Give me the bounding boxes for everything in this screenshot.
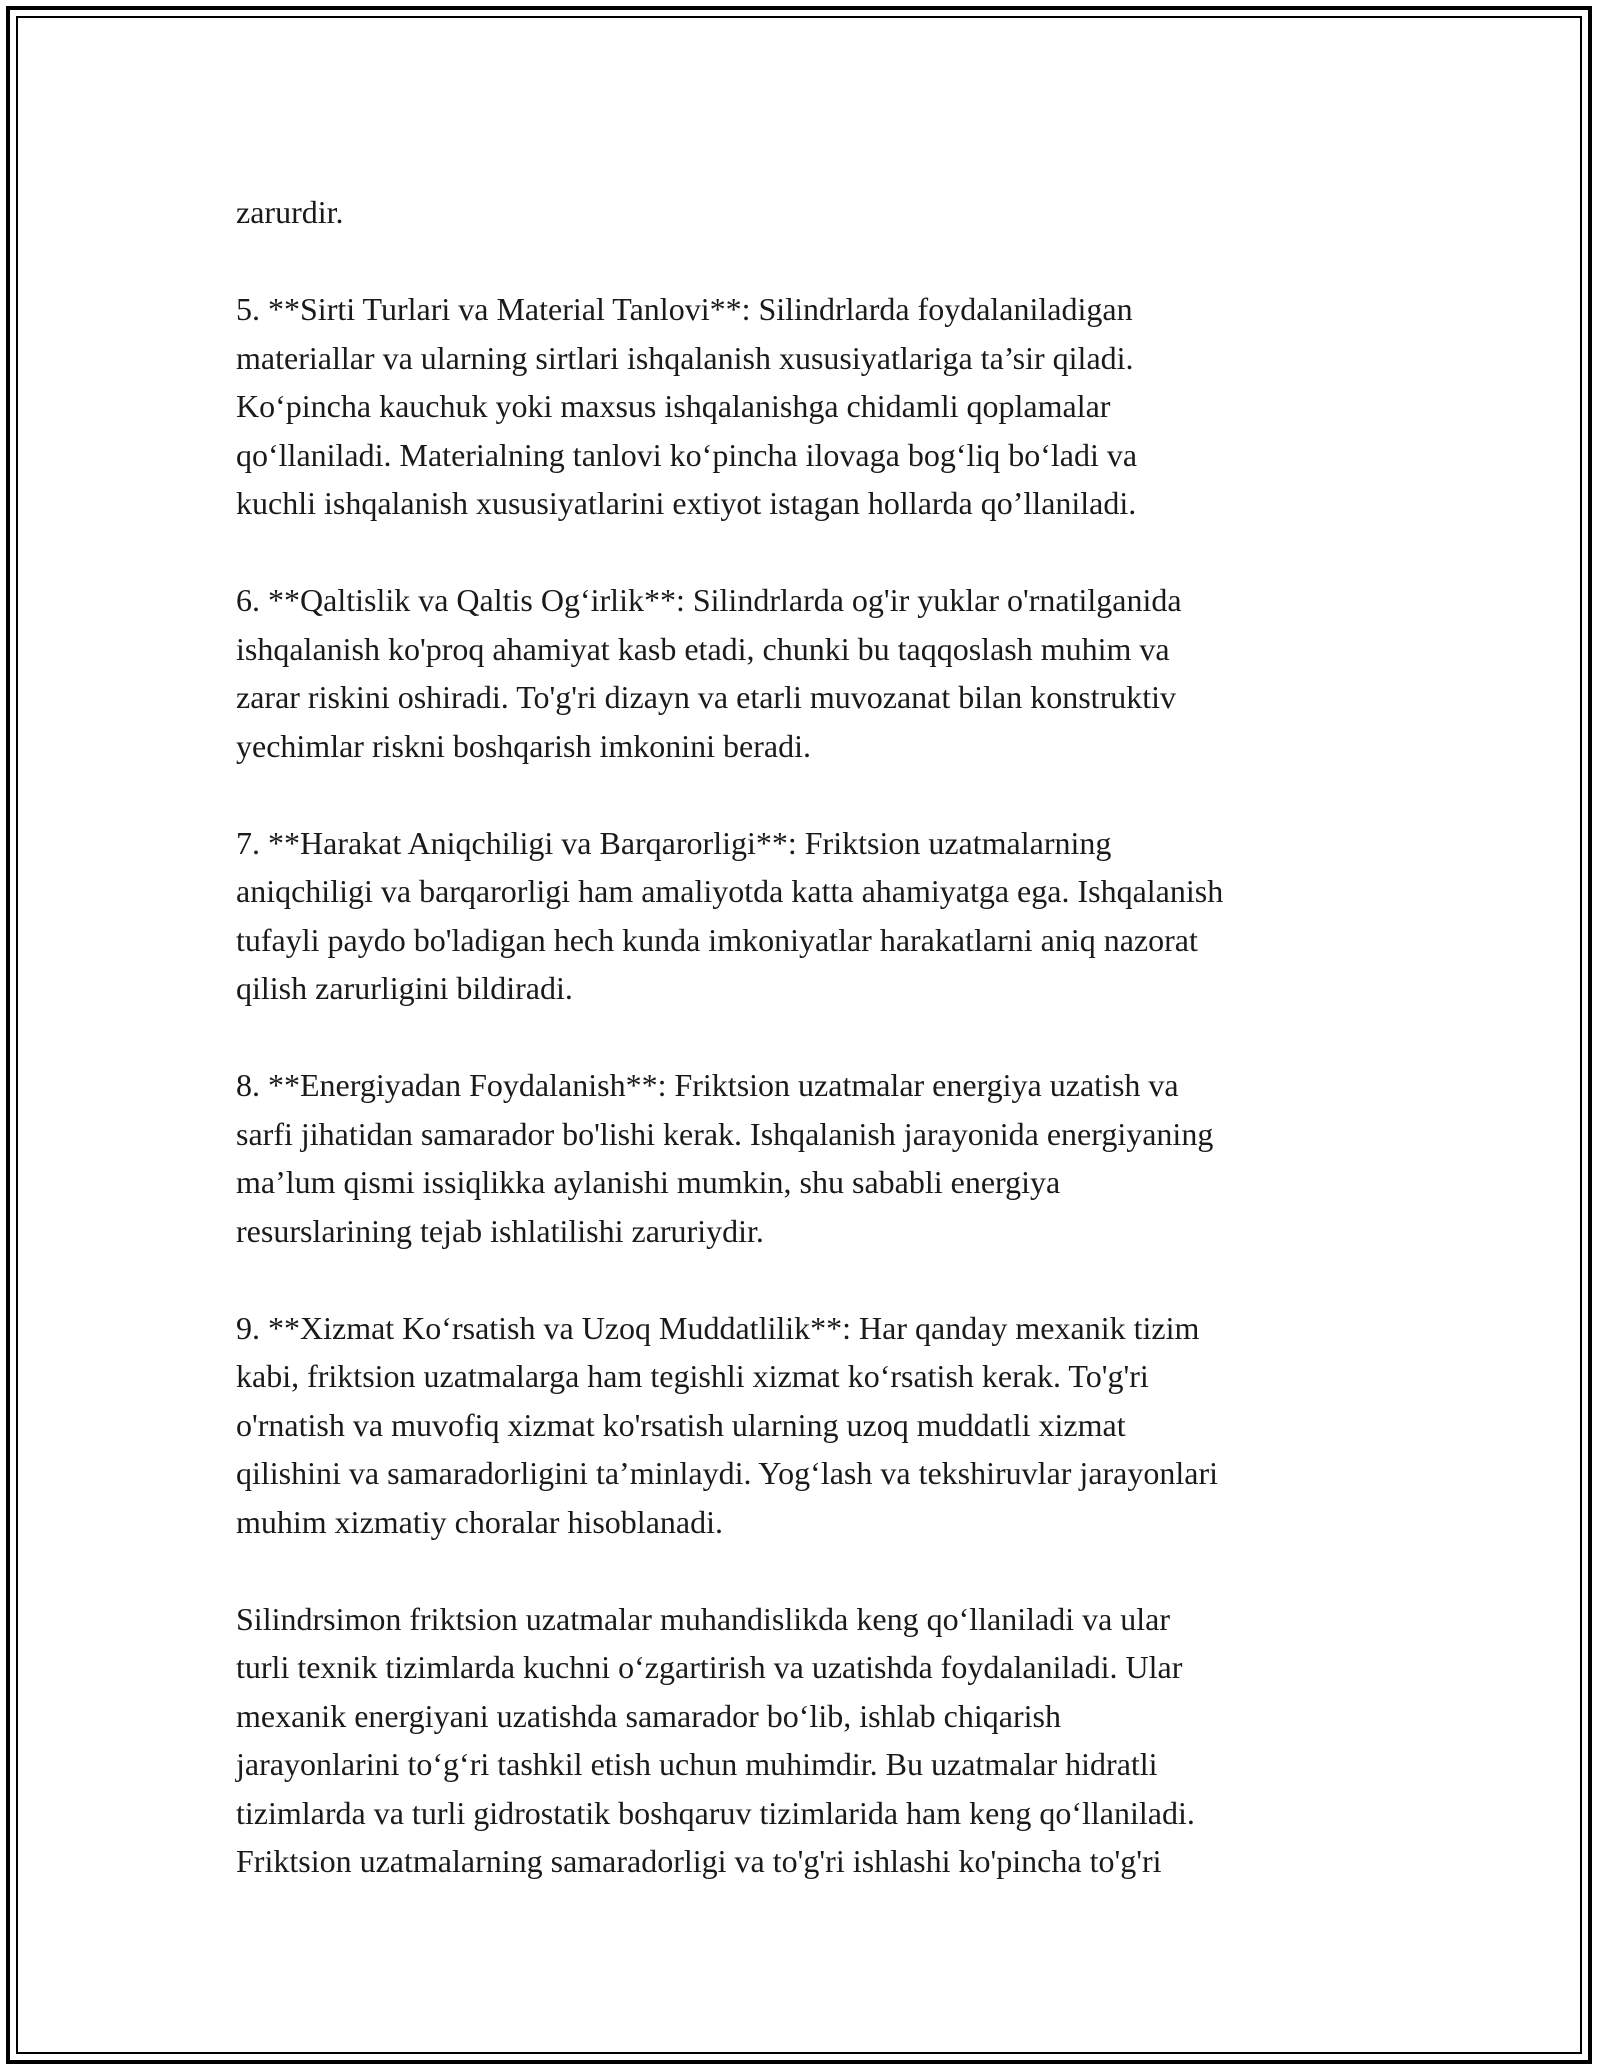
- text-line: kabi, friktsion uzatmalarga ham tegishli xizmat ko‘rsatish kerak. To'g'ri: [236, 1358, 1149, 1394]
- paragraph-item-9: [236, 1304, 1396, 1547]
- paragraph-continuation: [236, 188, 1396, 237]
- text-line: qilishini va samaradorligini ta’minlaydi. Yog‘lash va tekshiruvlar jarayonlari: [236, 1455, 1219, 1491]
- text-line: qo‘llaniladi. Materialning tanlovi ko‘pincha ilovaga bog‘liq bo‘ladi va: [236, 436, 1138, 473]
- text-line: ma’lum qismi issiqlikka aylanishi mumkin, shu sababli energiya: [236, 1164, 1061, 1200]
- text-line: kuchli ishqalanish xususiyatlarini extiyot istagan hollarda qo’llaniladi.: [236, 485, 1137, 521]
- text-line: Ko‘pincha kauchuk yoki maxsus ishqalanishga chidamli qoplamalar: [236, 388, 1111, 424]
- text-line: o'rnatish va muvofiq xizmat ko'rsatish ularning uzoq muddatli xizmat: [236, 1406, 1126, 1443]
- text-line: tufayli paydo bo'ladigan hech kunda imkoniyatlar harakatlarni aniq nazorat: [236, 921, 1198, 958]
- text-line: tizimlarda va turli gidrostatik boshqaruv tizimlarida ham keng qo‘llaniladi.: [236, 1794, 1195, 1831]
- text-line: Friktsion uzatmalarning samaradorligi va to'g'ri ishlashi ko'pincha to'g'ri: [236, 1843, 1162, 1879]
- text-line: aniqchiligi va barqarorligi ham amaliyotda katta ahamiyatga ega. Ishqalanish: [236, 873, 1224, 909]
- text-line: Silindrsimon friktsion uzatmalar muhandislikda keng qo‘llaniladi va ular: [236, 1600, 1171, 1637]
- text-line: 7. **Harakat Aniqchiligi va Barqarorligi**: Friktsion uzatmalarning: [236, 824, 1112, 861]
- text-line: 8. **Energiyadan Foydalanish**: Friktsion uzatmalar energiya uzatish va: [236, 1067, 1179, 1103]
- text-line: zarar riskini oshiradi. To'g'ri dizayn va etarli muvozanat bilan konstruktiv: [236, 679, 1176, 715]
- text-line: sarfi jihatidan samarador bo'lishi kerak. Ishqalanish jarayonida energiyaning: [236, 1115, 1214, 1152]
- text-line: muhim xizmatiy choralar hisoblanadi.: [236, 1503, 723, 1540]
- paragraph-summary: [236, 1595, 1396, 1886]
- paragraph-item-5: [236, 285, 1396, 528]
- text-line: qilish zarurligini bildiradi.: [236, 970, 573, 1006]
- text-line: resurslarining tejab ishlatilishi zaruriydir.: [236, 1212, 764, 1249]
- paragraph-item-7: [236, 819, 1396, 1013]
- text-line: mexanik energiyani uzatishda samarador bo‘lib, ishlab chiqarish: [236, 1697, 1061, 1734]
- text-line: 6. **Qaltislik va Qaltis Og‘irlik**: Silindrlarda og'ir yuklar o'rnatilganida: [236, 582, 1182, 618]
- text-line: zarurdir.: [236, 194, 344, 230]
- paragraph-item-6: [236, 576, 1396, 770]
- text-line: yechimlar riskni boshqarish imkonini beradi.: [236, 727, 811, 764]
- text-line: turli texnik tizimlarda kuchni o‘zgartirish va uzatishda foydalaniladi. Ular: [236, 1649, 1183, 1685]
- paragraph-item-8: [236, 1061, 1396, 1255]
- text-line: 9. **Xizmat Ko‘rsatish va Uzoq Muddatlilik**: Har qanday mexanik tizim: [236, 1309, 1200, 1346]
- document-body: [236, 188, 1396, 1886]
- text-line: jarayonlarini to‘g‘ri tashkil etish uchun muhimdir. Bu uzatmalar hidratli: [236, 1746, 1158, 1782]
- text-line: materiallar va ularning sirtlari ishqalanish xususiyatlariga ta’sir qiladi.: [236, 339, 1134, 376]
- text-line: 5. **Sirti Turlari va Material Tanlovi**: Silindrlarda foydalaniladigan: [236, 291, 1133, 327]
- text-line: ishqalanish ko'proq ahamiyat kasb etadi, chunki bu taqqoslash muhim va: [236, 630, 1170, 667]
